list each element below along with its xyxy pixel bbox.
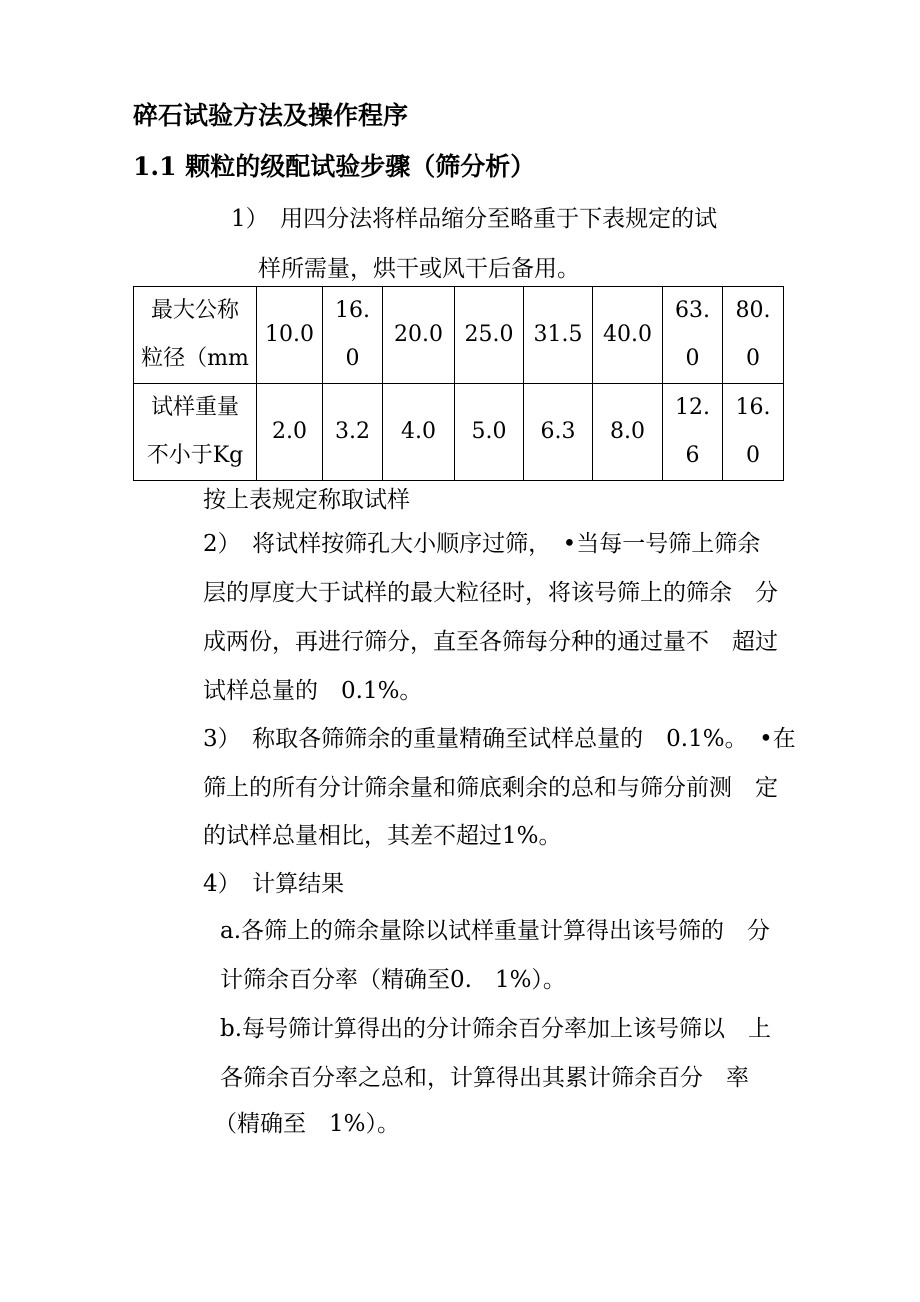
step2-line: 2） 将试样按筛孔大小顺序过筛， •当每一号筛上筛余 xyxy=(203,531,761,557)
step2-line: 成两份，再进行筛分，直至各筛每分种的通过量不 超过 xyxy=(203,629,778,655)
step1-line1: 1） 用四分法将样品缩分至略重于下表规定的试 xyxy=(231,206,718,232)
table-cell: 16. 0 xyxy=(723,384,784,481)
table-cell: 3.2 xyxy=(323,384,383,481)
sieve-table xyxy=(133,286,784,481)
table-cell: 63. 0 xyxy=(663,287,723,384)
step2-line: 层的厚度大于试样的最大粒径时，将该号筛上的筛余 分 xyxy=(203,580,778,606)
table-cell: 8.0 xyxy=(593,384,663,481)
after-table-text: 按上表规定称取试样 xyxy=(203,487,410,513)
table-cell: 40.0 xyxy=(593,287,663,384)
table-cell: 20.0 xyxy=(383,287,455,384)
table-cell: 31.5 xyxy=(524,287,593,384)
table-header-cell: 试样重量 不小于Kg xyxy=(134,384,257,481)
table-header-cell: 最大公称 粒径（mm xyxy=(134,287,257,384)
step4b-line: b.每号筛计算得出的分计筛余百分率加上该号筛以 上 xyxy=(220,1016,772,1042)
step4-heading: 4） 计算结果 xyxy=(203,871,345,897)
table-row xyxy=(134,384,784,481)
step4b-line: 各筛余百分率之总和，计算得出其累计筛余百分 率 xyxy=(220,1065,749,1091)
step4a-line: 计筛余百分率（精确至0. 1%）。 xyxy=(220,967,566,993)
table-cell: 10.0 xyxy=(257,287,323,384)
table-cell: 16. 0 xyxy=(323,287,383,384)
step3-line: 的试样总量相比，其差不超过1%。 xyxy=(203,823,562,849)
step3-line: 3） 称取各筛筛余的重量精确至试样总量的 0.1%。 •在 xyxy=(203,726,796,752)
step3-line: 筛上的所有分计筛余量和筛底剩余的总和与筛分前测 定 xyxy=(203,775,778,801)
step1-line2: 样所需量，烘干或风干后备用。 xyxy=(258,256,580,282)
step2-line: 试样总量的 0.1%。 xyxy=(203,678,423,704)
table-cell: 5.0 xyxy=(455,384,524,481)
table-cell: 80. 0 xyxy=(723,287,784,384)
table-cell: 25.0 xyxy=(455,287,524,384)
section-heading: 1.1 颗粒的级配试验步骤（筛分析） xyxy=(133,152,536,181)
page-title: 碎石试验方法及操作程序 xyxy=(133,101,409,130)
table-row xyxy=(134,287,784,384)
table-cell: 2.0 xyxy=(257,384,323,481)
step4a-line: a.各筛上的筛余量除以试样重量计算得出该号筛的 分 xyxy=(220,918,771,944)
step4b-line: （精确至 1%）。 xyxy=(214,1111,400,1137)
table-cell: 6.3 xyxy=(524,384,593,481)
table-cell: 4.0 xyxy=(383,384,455,481)
table-cell: 12. 6 xyxy=(663,384,723,481)
